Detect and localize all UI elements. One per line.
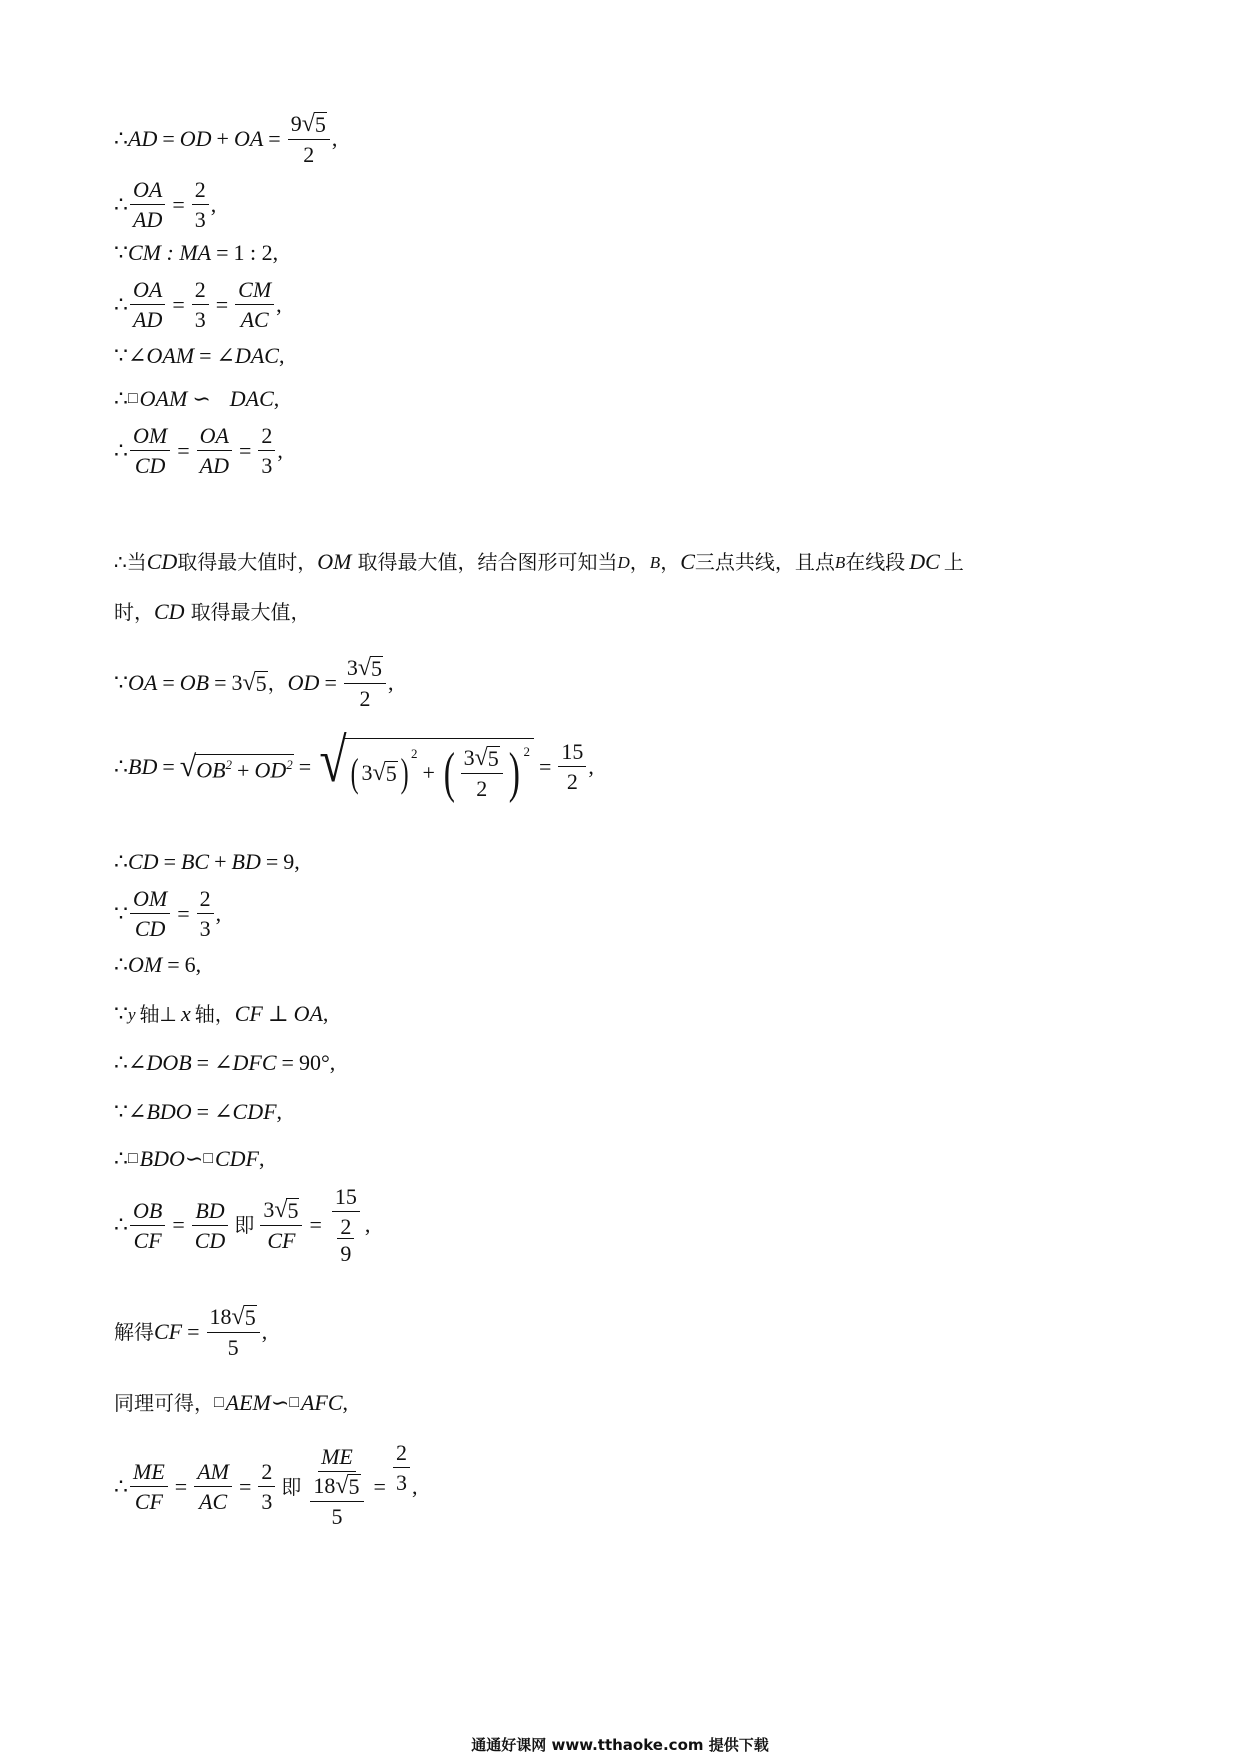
den: AD (133, 307, 163, 333)
comma: , (342, 1390, 349, 1415)
var: CD (154, 599, 185, 624)
radicand: 5 (314, 112, 326, 137)
radicand: 5 (348, 1474, 360, 1500)
den: 2 (476, 775, 488, 801)
num: ME (318, 1445, 356, 1472)
text: ∴当 (114, 550, 147, 574)
var: OD (179, 126, 212, 152)
radicand: 5 (385, 761, 397, 786)
triangle-icon: □ (128, 390, 138, 407)
therefore-symbol: ∴ (114, 849, 128, 874)
num: CM (235, 278, 274, 305)
den: AC (199, 1489, 228, 1515)
exponent: 2 (523, 744, 530, 759)
var: OD (254, 757, 287, 783)
num: OA (130, 278, 165, 305)
line-text-max-1 (114, 551, 964, 573)
comma: , (388, 670, 394, 696)
therefore-symbol: ∴ (114, 386, 128, 411)
var: AEM (225, 1390, 271, 1415)
fraction: 9 √ 5 2 (288, 112, 330, 166)
line-ratio-chain: ∴ $\frac{OA}{AD}$ = $\frac{2}{3}$ = $\frac{CM}{AC}$ , (114, 277, 282, 333)
angle-icon: ∠ (214, 1050, 233, 1075)
fraction: 3 √ 5 2 (461, 746, 503, 800)
den: CF (134, 1489, 163, 1515)
fraction (130, 1199, 165, 1252)
triangle-icon: □ (214, 1394, 224, 1411)
fraction (130, 178, 165, 231)
num: 2 (192, 278, 209, 305)
therefore-symbol: ∴ (114, 1212, 128, 1238)
var: OD (287, 670, 320, 696)
line-similar-3 (114, 1392, 348, 1414)
comma: , (588, 753, 594, 779)
var: CDF (215, 1146, 259, 1171)
radicand: 5 (487, 745, 499, 771)
line-angle-equal: ∵ ∠ OAM = ∠ DAC , (114, 343, 285, 368)
radicand: 5 (244, 1305, 256, 1330)
line-cf-solved: 解得 CF = 18 √ 5 5 , (114, 1304, 268, 1360)
value: 90° (298, 1050, 330, 1075)
fraction (192, 1199, 229, 1252)
similar-symbol: ∽ (270, 1390, 290, 1415)
therefore-symbol: ∴ (114, 291, 128, 317)
fraction (130, 278, 165, 331)
den: 3 (261, 1489, 273, 1515)
den: 9 (337, 1238, 354, 1265)
fraction: ME 18 √ 5 5 (307, 1445, 366, 1528)
num: BD (192, 1199, 227, 1226)
text: 在线段 (845, 550, 906, 574)
den: 2 (566, 769, 578, 794)
var: DOB (146, 1050, 192, 1075)
triangle-icon: □ (289, 1394, 299, 1411)
therefore-symbol: ∴ (114, 1146, 128, 1171)
num: 3 (463, 744, 475, 770)
den: 5 (331, 1504, 343, 1530)
exponent: 2 (225, 757, 233, 773)
because-symbol: ∵ (114, 900, 128, 926)
var: BD (128, 753, 158, 779)
comma: , (277, 437, 283, 463)
text: 三点共线，且点 (694, 550, 835, 574)
comma: , (294, 849, 300, 874)
text: 即 (234, 1213, 255, 1238)
text: ， (267, 671, 288, 696)
fraction (258, 424, 275, 477)
var: DFC (232, 1050, 277, 1075)
line-om-cd-ratio: ∵ $\frac{OM}{CD}$ = $\frac{2}{3}$ , (114, 886, 222, 942)
triangle-icon: □ (128, 1150, 138, 1167)
comma: , (210, 191, 217, 217)
den: 2 (359, 686, 371, 711)
comma: , (259, 1146, 265, 1171)
big-radical: √ ( 3 √ 5 ) $^2$ + ( 3 √ 5 2 ) $^2$ (316, 732, 534, 801)
var: OM (128, 952, 163, 977)
therefore-symbol: ∴ (114, 753, 128, 779)
var: OB (196, 757, 226, 783)
num: OM (130, 887, 170, 914)
comma: , (276, 291, 282, 317)
num: ME (130, 1460, 168, 1487)
because-symbol: ∵ (114, 1001, 128, 1026)
line-ad-sum: ∴ AD = OD + OA = 9 √ 5 2 , (114, 111, 338, 167)
fraction (235, 278, 274, 331)
therefore-symbol: ∴ (114, 437, 128, 463)
value: 6 (184, 952, 196, 977)
line-oa-ob-od: ∵ OA = OB = 3 √ 5 ， OD = 3 √ 5 2 , (114, 655, 394, 711)
var: OAM (139, 386, 188, 411)
fraction (130, 1460, 168, 1513)
num: 18 (313, 1473, 336, 1499)
den: AD (199, 453, 229, 479)
num: OB (130, 1199, 165, 1226)
line-similar-2 (114, 1148, 265, 1170)
fraction (192, 178, 209, 231)
line-ratio-om-cd: ∴ $\frac{OM}{CD}$ = $\frac{OA}{AD}$ = $\frac{2}{3}$ , (114, 423, 283, 479)
text: 时， (114, 600, 154, 624)
comma: , (364, 1212, 371, 1238)
num: 3 (263, 1197, 275, 1223)
line-me-equation: ∴ $\frac{ME}{CF}$ = $\frac{AM}{AC}$ = $\frac{2}{3}$ 即 ME 18 √ 5 5 = $\frac{2}{3}$ , (114, 1440, 418, 1530)
fraction (258, 1460, 275, 1513)
value: 3 (361, 760, 373, 785)
var: CD (128, 849, 159, 874)
line-bd-value: ∴ BD = √ $OB^2 + OD^2$ = √ ( 3 √ 5 ) $^2$ + ( 3 √ 5 2 ) $^2$ = $\frac{15}{2}$ , (114, 727, 594, 804)
line-cm-ma: ∵ CM : MA = 1 : 2 , (114, 240, 279, 265)
text: 轴⊥ (139, 1002, 177, 1026)
num: 9 (290, 111, 302, 136)
fraction (197, 424, 232, 477)
num: OA (130, 178, 165, 205)
var: CM : MA (128, 240, 212, 265)
den: 3 (194, 307, 206, 333)
therefore-symbol: ∴ (114, 191, 128, 217)
var: OA (128, 670, 158, 696)
fraction (329, 1185, 363, 1265)
perpendicular-symbol: ⊥ (267, 1001, 289, 1026)
therefore-symbol: ∴ (114, 1050, 128, 1075)
similar-symbol: ∽ (184, 1146, 204, 1171)
angle-icon: ∠ (214, 1099, 233, 1124)
angle-icon: ∠ (128, 343, 147, 368)
fraction (192, 278, 209, 331)
value: 1 : 2 (233, 240, 273, 265)
fraction (130, 887, 170, 940)
var: D (617, 552, 630, 572)
comma: , (278, 343, 285, 368)
comma: , (195, 952, 202, 977)
var: AD (128, 126, 158, 152)
angle-icon: ∠ (128, 1099, 147, 1124)
num: 2 (393, 1441, 410, 1468)
fraction: 3 √ 5 2 (344, 656, 386, 710)
because-symbol: ∵ (114, 1099, 128, 1124)
var: CDF (232, 1099, 277, 1124)
var: CF (234, 1001, 263, 1026)
comma: , (331, 126, 338, 152)
text: 同理可得， (114, 1391, 214, 1415)
text: 取得最大值时， (177, 550, 318, 574)
fraction (130, 424, 170, 477)
fraction: 18 √ 5 5 (207, 1305, 260, 1359)
line-axes-perp (114, 1003, 328, 1025)
num: AM (194, 1460, 232, 1487)
den: AD (133, 207, 163, 233)
text: 上 (943, 550, 964, 574)
den: 3 (194, 207, 206, 233)
text: 即 (281, 1474, 302, 1499)
comma: , (411, 1473, 418, 1499)
text: 解得 (114, 1320, 154, 1345)
den: 5 (227, 1335, 239, 1360)
den: CF (133, 1227, 162, 1253)
similar-symbol: ∽ (192, 386, 211, 411)
fraction (558, 740, 586, 793)
var: C (680, 549, 695, 574)
var: BDO (146, 1099, 192, 1124)
radicand: 5 (255, 671, 267, 697)
num: 2 (258, 424, 275, 451)
value: 3 (231, 670, 243, 696)
num: OA (197, 424, 232, 451)
radicand: 5 (287, 1198, 299, 1224)
den: AC (240, 307, 269, 333)
fraction (194, 1460, 232, 1513)
text: 取得最大值，结合图形可知当 (357, 550, 618, 574)
comma: , (261, 1319, 268, 1345)
den: 3 (395, 1470, 407, 1496)
comma: , (273, 386, 280, 411)
var: OA (233, 126, 264, 152)
var: OAM (146, 343, 195, 368)
radicand: 5 (371, 656, 383, 681)
var: BDO (139, 1146, 185, 1171)
var: CD (146, 549, 178, 574)
triangle-icon: □ (203, 1150, 213, 1167)
den: 2 (340, 1214, 352, 1240)
line-text-max-2 (114, 601, 311, 623)
var: CF (154, 1319, 183, 1345)
var: OA (293, 1001, 323, 1026)
line-similar-1 (114, 388, 279, 410)
den: 3 (261, 453, 273, 479)
den: CD (134, 916, 166, 942)
line-angle-bdo: ∵ ∠ BDO = ∠ CDF , (114, 1099, 283, 1124)
comma: , (272, 240, 279, 265)
num: 2 (192, 178, 209, 205)
den: CD (194, 1227, 226, 1253)
line-cd-sum: ∴ CD = BC + BD = 9 , (114, 849, 300, 874)
therefore-symbol: ∴ (114, 952, 128, 977)
var: AFC (300, 1390, 343, 1415)
comma: , (329, 1050, 336, 1075)
var: x (180, 1001, 191, 1026)
var: OM (317, 549, 352, 574)
therefore-symbol: ∴ (114, 1473, 128, 1499)
var: DAC (229, 386, 274, 411)
num: 2 (258, 1460, 275, 1487)
var: B (834, 552, 846, 572)
text: ， (660, 550, 681, 574)
text: 取得最大值， (190, 600, 311, 624)
fraction (393, 1441, 410, 1494)
den: 2 (303, 142, 315, 167)
var: OB (179, 670, 210, 696)
num: 18 (209, 1304, 232, 1329)
therefore-symbol: ∴ (114, 126, 128, 152)
num: 15 (558, 740, 586, 767)
var: B (649, 552, 661, 572)
because-symbol: ∵ (114, 343, 128, 368)
var: y (128, 1004, 136, 1024)
line-ratio-oa-ad: ∴ $\frac{OA}{AD}$ = $\frac{2}{3}$ , (114, 177, 217, 233)
den: 3 (199, 916, 211, 942)
value: 9 (283, 849, 295, 874)
angle-icon: ∠ (128, 1050, 147, 1075)
angle-icon: ∠ (216, 343, 235, 368)
comma: , (215, 900, 222, 926)
den: CD (134, 453, 166, 479)
var: BD (231, 849, 261, 874)
because-symbol: ∵ (114, 670, 128, 696)
var: DAC (234, 343, 279, 368)
den: CF (267, 1228, 296, 1254)
var: DC (909, 549, 940, 574)
comma: , (322, 1001, 329, 1026)
num: 2 (197, 887, 214, 914)
because-symbol: ∵ (114, 240, 128, 265)
line-om-value: ∴ OM = 6 , (114, 952, 202, 977)
text: 轴， (194, 1002, 235, 1026)
num: 15 (332, 1185, 360, 1212)
num: OM (130, 424, 170, 451)
comma: , (276, 1099, 283, 1124)
var: BC (180, 849, 210, 874)
fraction (197, 887, 214, 940)
exponent: 2 (411, 746, 418, 761)
line-right-angles: ∴ ∠ DOB = ∠ DFC = 90° , (114, 1050, 336, 1075)
num: 3 (346, 655, 358, 680)
footer-credit: 通通好课网 www.tthaoke.com 提供下载 (471, 1736, 769, 1754)
exponent: 2 (286, 757, 293, 773)
line-cf-equation: ∴ $\frac{OB}{CF}$ = $\frac{BD}{CD}$ 即 3 √ 5 CF = $\frac{\frac{15}{2}}{9}$ , (114, 1184, 371, 1267)
fraction: 3 √ 5 CF (260, 1198, 302, 1252)
text: ， (629, 550, 650, 574)
